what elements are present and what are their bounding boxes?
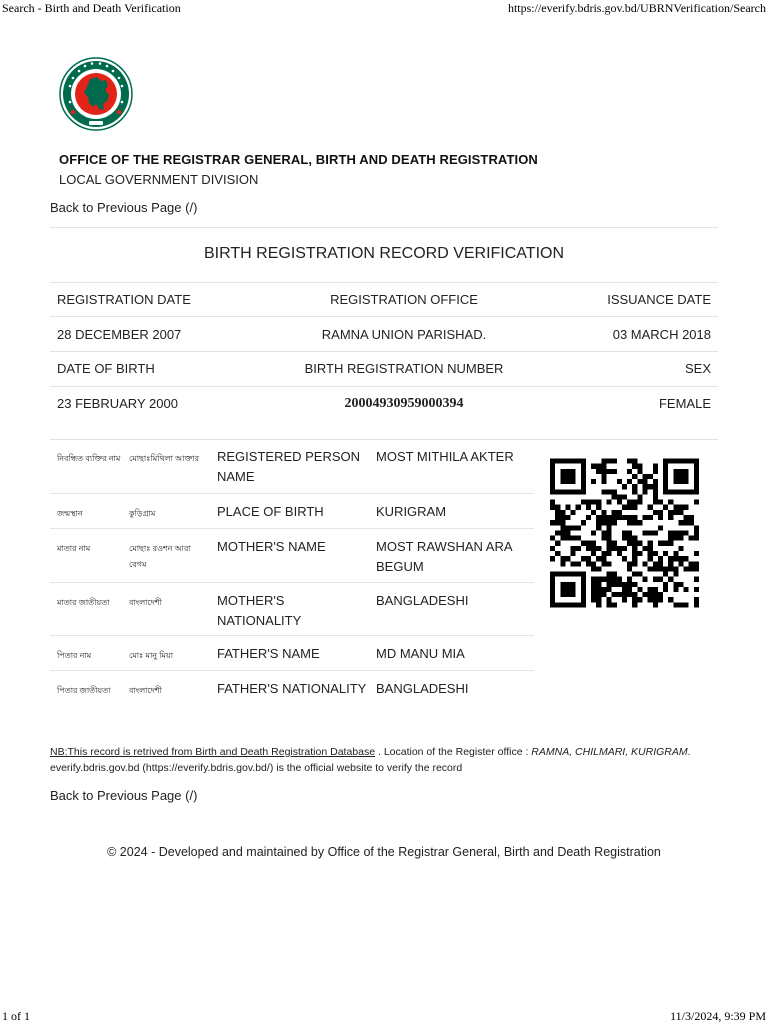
- qr-code-icon: [550, 457, 699, 609]
- bangla-label: পিতার নাম: [57, 651, 92, 660]
- table-row: [50, 494, 534, 529]
- brn-value: 20004930959000394: [344, 396, 464, 411]
- record-title: BIRTH REGISTRATION RECORD VERIFICATION: [203, 245, 565, 262]
- registration-date-label: REGISTRATION DATE: [57, 292, 191, 307]
- note-text: . everify.bdris.gov.bd (https://everify.bdris.gov.bd/) is the official website to verify the record: [50, 746, 691, 774]
- info-value-row-1: [50, 317, 718, 352]
- english-label: FATHER'S NATIONALITY: [217, 681, 367, 696]
- english-label: REGISTERED PERSON NAME: [217, 449, 361, 484]
- table-row: [50, 583, 534, 636]
- copyright-text: © 2024 - Developed and maintained by Office of the Registrar General, Birth and Death Registration: [107, 845, 661, 859]
- qr-modules: [550, 459, 699, 608]
- registration-office-label: REGISTRATION OFFICE: [330, 292, 478, 307]
- table-row: [50, 671, 534, 726]
- print-footer: [0, 1008, 768, 1024]
- back-to-previous-link[interactable]: Back to Previous Page (/): [50, 788, 198, 803]
- print-page-title: Search - Birth and Death Verification: [2, 1, 181, 15]
- bangla-value: কুড়িগ্রাম: [129, 509, 156, 518]
- info-header-row-1: [50, 282, 718, 317]
- print-header: [0, 0, 768, 16]
- bangla-value: বাংলাদেশী: [129, 686, 162, 695]
- print-timestamp: 11/3/2024, 9:39 PM: [670, 1009, 766, 1023]
- bangla-value: বাংলাদেশী: [129, 598, 162, 607]
- bangla-value: মোঃ মানু মিয়া: [129, 651, 174, 660]
- brn-label: BIRTH REGISTRATION NUMBER: [304, 361, 504, 376]
- date-of-birth-label: DATE OF BIRTH: [57, 361, 155, 376]
- registration-office-value: RAMNA UNION PARISHAD.: [321, 327, 487, 342]
- register-office-location: RAMNA, CHILMARI, KURIGRAM: [531, 746, 688, 758]
- bangladesh-government-seal-icon: [59, 57, 133, 131]
- english-value: KURIGRAM: [376, 504, 447, 519]
- english-value: MOST MITHILA AKTER: [376, 449, 514, 464]
- english-label: MOTHER'S NATIONALITY: [217, 593, 302, 628]
- database-note-link[interactable]: NB:This record is retrived from Birth and Death Registration Database: [50, 746, 376, 758]
- english-label: FATHER'S NAME: [217, 646, 320, 661]
- note-text: . Location of the Register office :: [375, 746, 532, 758]
- print-url: https://everify.bdris.gov.bd/UBRNVerification/Search: [507, 1, 766, 15]
- bangla-value: মোছাঃ রওশন আরা বেগম: [129, 544, 191, 569]
- table-row: [50, 529, 534, 583]
- person-details-table: [50, 439, 534, 726]
- bangla-label: মাতার জাতীয়তা: [57, 598, 110, 607]
- issuance-date-value: 03 MARCH 2018: [612, 327, 711, 342]
- info-header-row-2: [50, 351, 718, 386]
- english-value: MOST RAWSHAN ARA BEGUM: [376, 539, 512, 574]
- issuance-date-label: ISSUANCE DATE: [607, 292, 711, 307]
- sex-label: SEX: [684, 361, 711, 376]
- office-title: OFFICE OF THE REGISTRAR GENERAL, BIRTH AND DEATH REGISTRATION: [59, 152, 538, 167]
- verification-note: [50, 744, 718, 776]
- bangla-label: নিবন্ধিত ব্যক্তির নাম: [57, 454, 121, 463]
- sex-value: FEMALE: [658, 396, 711, 411]
- english-label: PLACE OF BIRTH: [217, 504, 324, 519]
- date-of-birth-value: 23 FEBRUARY 2000: [57, 396, 178, 411]
- bangla-label: জন্মস্থান: [57, 509, 83, 518]
- divider: [50, 227, 718, 228]
- bangla-value: মোছাঃমিথিলা আক্তার: [129, 454, 199, 463]
- table-row: [50, 636, 534, 671]
- table-row: [50, 439, 534, 494]
- english-value: BANGLADESHI: [376, 681, 469, 696]
- print-page-number: 1 of 1: [2, 1009, 30, 1023]
- english-value: MD MANU MIA: [376, 646, 465, 661]
- bangla-label: মাতার নাম: [57, 544, 91, 553]
- bangla-label: পিতার জাতীয়তা: [57, 686, 111, 695]
- english-label: MOTHER'S NAME: [217, 539, 326, 554]
- registration-date-value: 28 DECEMBER 2007: [57, 327, 182, 342]
- back-to-previous-link[interactable]: Back to Previous Page (/): [50, 200, 198, 215]
- english-value: BANGLADESHI: [376, 593, 469, 608]
- info-value-row-2: [50, 386, 718, 421]
- office-subtitle: LOCAL GOVERNMENT DIVISION: [59, 172, 259, 187]
